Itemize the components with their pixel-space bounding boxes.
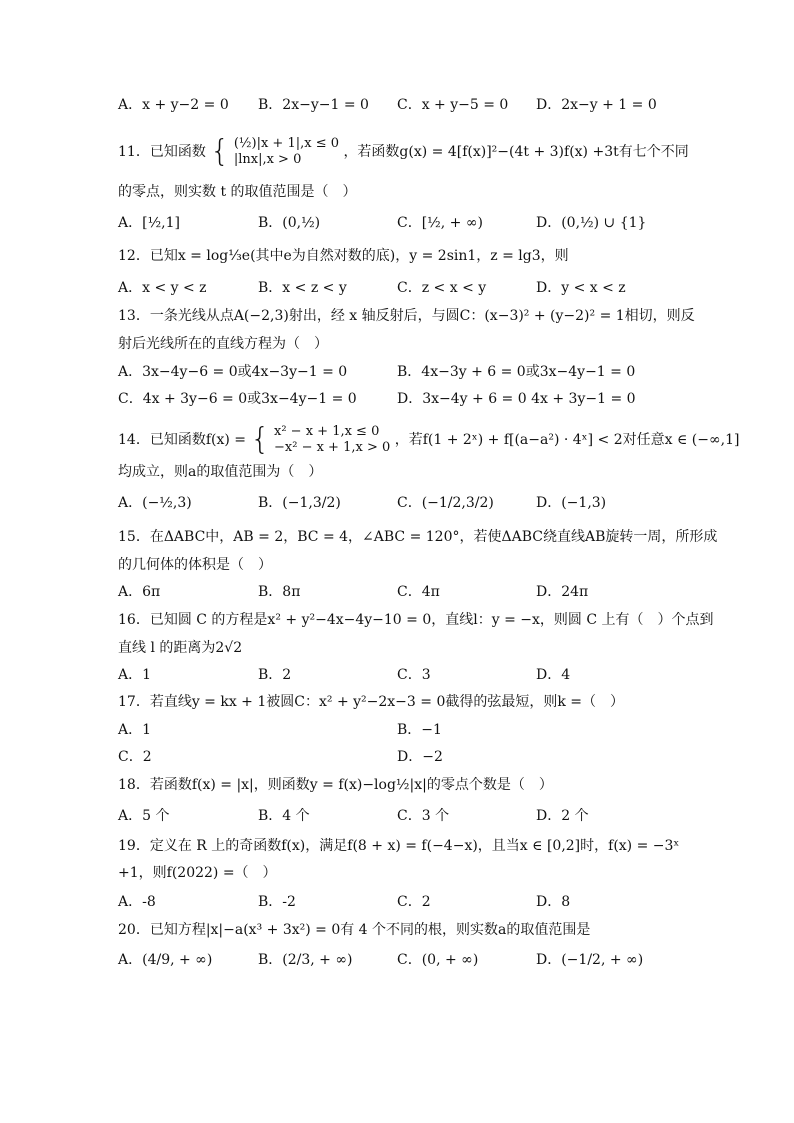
q20-option-d: D．(−1/2, + ∞) — [536, 952, 644, 968]
q14-case-top: x² − x + 1,x ≤ 0 — [274, 424, 380, 439]
q19-option-d: D．8 — [536, 894, 571, 910]
q15-line2: 的几何体的体积是（ ） — [118, 557, 272, 573]
q18-option-c: C．3 个 — [397, 808, 450, 824]
q15-line1: 15．在ΔABC中，AB = 2，BC = 4，∠ABC = 120°，若使ΔABC绕直线AB旋转一周，所形成 — [118, 529, 718, 545]
q11-option-d: D．(0,½) ∪ {1} — [536, 215, 647, 231]
q14-piecewise — [250, 422, 394, 457]
q11-cases — [234, 136, 339, 168]
q17-line1: 17．若直线y = kx + 1被圆C：x² + y²−2x−3 = 0截得的弦最短，则k =（ ） — [118, 694, 625, 710]
q13-line1: 13．一条光线从点A(−2,3)射出，经 x 轴反射后，与圆C：(x−3)² + (y−2)² = 1相切，则反 — [118, 308, 695, 324]
q16-option-a: A．1 — [118, 667, 152, 683]
q11-line2: 的零点，则实数 t 的取值范围是（ ） — [118, 184, 357, 200]
q16-option-c: C．3 — [397, 667, 431, 683]
q16-option-b: B．2 — [258, 667, 292, 683]
q14-line2: 均成立，则a的取值范围为（ ） — [118, 464, 323, 480]
q19-line2: +1，则f(2022) =（ ） — [118, 865, 277, 881]
q16-line2: 直线 l 的距离为2√2 — [118, 640, 243, 656]
q11-middle: ，若函数g(x) = 4[f(x)]²−(4t + 3)f(x) +3t有七个不同 — [343, 144, 689, 160]
q19-line1: 19．定义在 R 上的奇函数f(x)，满足f(8 + x) = f(−4−x)，且当x ∈ [0,2]时，f(x) = −3ˣ — [118, 838, 680, 854]
q20-option-b: B．(2/3, + ∞) — [258, 952, 353, 968]
q13-option-b: B．4x−3y + 6 = 0或3x−4y−1 = 0 — [397, 364, 636, 380]
q15-option-b: B．8π — [258, 584, 301, 600]
q12-stem: 12．已知x = log⅓e(其中e为自然对数的底)，y = 2sin1，z = lg3，则 — [118, 248, 569, 264]
q18-option-a: A．5 个 — [118, 808, 170, 824]
q11-prefix: 11．已知函数 — [118, 144, 206, 160]
q11-piecewise — [210, 134, 343, 169]
q14-case-bottom: −x² − x + 1,x > 0 — [274, 440, 391, 455]
q14-option-a: A．(−½,3) — [118, 495, 192, 511]
q15-option-c: C．4π — [397, 584, 440, 600]
q19-option-a: A．-8 — [118, 894, 156, 910]
q13-line2: 射后光线所在的直线方程为（ ） — [118, 336, 328, 352]
q14-middle: ，若f(1 + 2ˣ) + f[(a−a²) · 4ˣ] < 2对任意x ∈ (−∞,1] — [394, 432, 740, 448]
q14-cases — [274, 424, 390, 456]
q15-option-d: D．24π — [536, 584, 589, 600]
q11-option-c: C．[½, + ∞) — [397, 215, 483, 231]
q12-option-b: B．x < z < y — [258, 280, 347, 296]
q18-option-d: D．2 个 — [536, 808, 589, 824]
q14-option-d: D．(−1,3) — [536, 495, 607, 511]
q16-option-d: D．4 — [536, 667, 571, 683]
q19-option-c: C．2 — [397, 894, 431, 910]
q13-option-d: D．3x−4y + 6 = 0 4x + 3y−1 = 0 — [397, 391, 636, 407]
q16-line1: 16．已知圆 C 的方程是x² + y²−4x−4y−10 = 0，直线l：y = −x，则圆 C 上有（ ）个点到 — [118, 612, 714, 628]
q11-stem — [118, 134, 689, 169]
q10-option-c: C．x + y−5 = 0 — [397, 97, 509, 113]
q14-prefix: 14．已知函数f(x) = — [118, 432, 246, 448]
q19-option-b: B．-2 — [258, 894, 296, 910]
q13-option-c: C．4x + 3y−6 = 0或3x−4y−1 = 0 — [118, 391, 357, 407]
q10-option-a: A．x + y−2 = 0 — [118, 97, 229, 113]
q17-option-a: A．1 — [118, 722, 152, 738]
q11-case-top: (½)|x + 1|,x ≤ 0 — [233, 136, 339, 151]
q15-option-a: A．6π — [118, 584, 161, 600]
q17-option-b: B．−1 — [397, 722, 442, 738]
q17-option-c: C．2 — [118, 749, 152, 765]
left-brace-icon: { — [210, 134, 230, 169]
q11-case-bottom: |lnx|,x > 0 — [233, 152, 302, 167]
q10-option-b: B．2x−y−1 = 0 — [258, 97, 369, 113]
q12-option-c: C．z < x < y — [397, 280, 487, 296]
q14-option-b: B．(−1,3/2) — [258, 495, 341, 511]
q12-option-d: D．y < x < z — [536, 280, 626, 296]
q11-option-b: B．(0,½) — [258, 215, 321, 231]
q14-option-c: C．(−1/2,3/2) — [397, 495, 494, 511]
q17-option-d: D．−2 — [397, 749, 443, 765]
q10-option-d: D．2x−y + 1 = 0 — [536, 97, 657, 113]
left-brace-icon: { — [250, 422, 270, 457]
q11-option-a: A．[½,1] — [118, 215, 180, 231]
q12-option-a: A．x < y < z — [118, 280, 207, 296]
q18-line1: 18．若函数f(x) = |x|，则函数y = f(x)−log½|x|的零点个数是（ ） — [118, 777, 553, 793]
q20-line1: 20．已知方程|x|−a(x³ + 3x²) = 0有 4 个不同的根，则实数a的取值范围是 — [118, 922, 591, 938]
q20-option-a: A．(4/9, + ∞) — [118, 952, 213, 968]
q18-option-b: B．4 个 — [258, 808, 310, 824]
q13-option-a: A．3x−4y−6 = 0或4x−3y−1 = 0 — [118, 364, 348, 380]
q20-option-c: C．(0, + ∞) — [397, 952, 479, 968]
q14-stem — [118, 422, 740, 457]
